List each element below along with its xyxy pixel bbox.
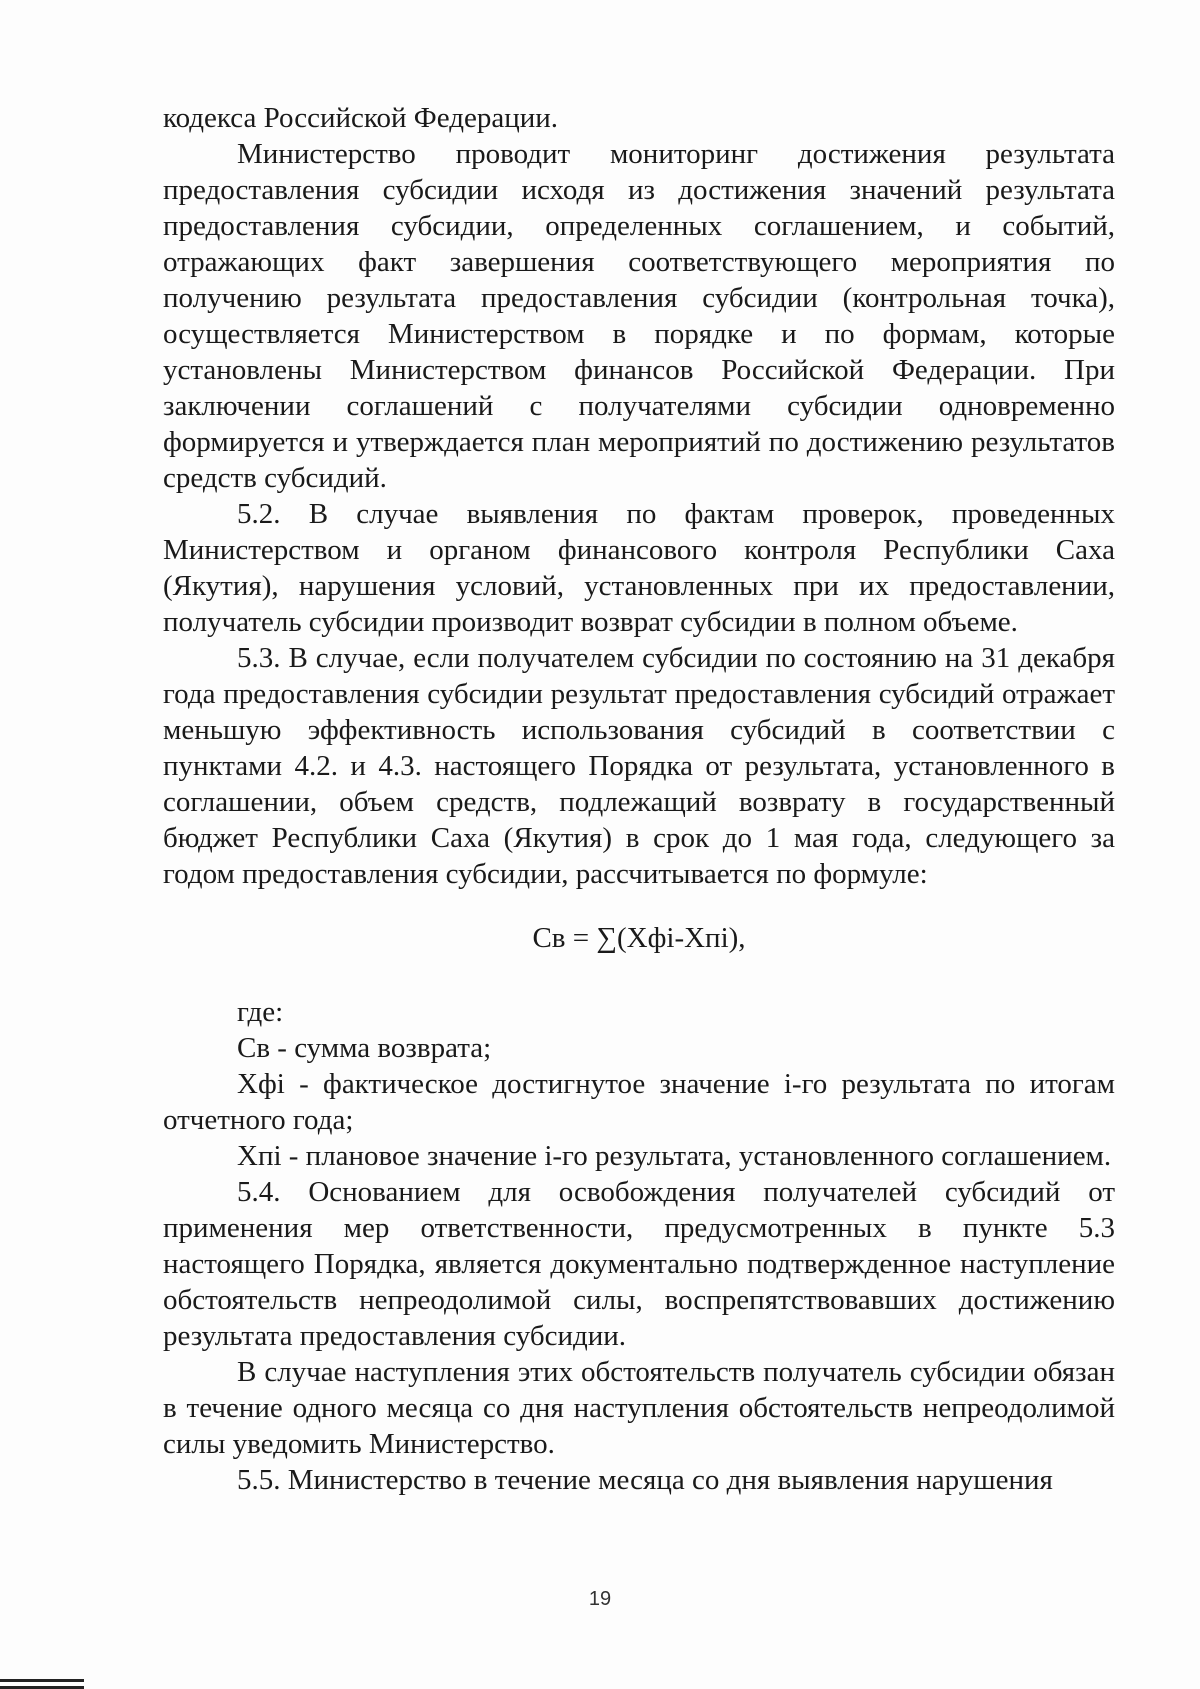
paragraph-5-5: 5.5. Министерство в течение месяца со дня выявления нарушения (237, 1464, 1053, 1496)
body-text-upper (163, 100, 1115, 1498)
paragraph-5-2: 5.2. В случае выявления по фактам проверок, проведенных Министерством и органом финансового контроля Республики Саха (Якутия), нарушения условий, установленных при их предоставлении, получатель субсидии производит возврат субсидии в полном объеме. (163, 498, 1115, 638)
paragraph-monitoring: Министерство проводит мониторинг достижения результата предоставления субсидии исходя из достижения значений результата предоставления субсидии, определенных соглашением, и событий, отражающих факт завершения соответствующего мероприятия по получению результата предоставления субсидии (контрольная точка), осуществляется Министерством в порядке и по формам, которые установлены Министерством финансов Российской Федерации. При заключении соглашений с получателями субсидии одновременно формируется и утверждается план мероприятий по достижению результатов средств субсидий. (163, 138, 1115, 494)
definition-xfi: Хфi - фактическое достигнутое значение i-го результата по итогам отчетного года; (163, 1068, 1115, 1136)
page-number: 19 (588, 1588, 612, 1610)
paragraph-force-majeure: В случае наступления этих обстоятельств получатель субсидии обязан в течение одного месяца со дня наступления обстоятельств непреодолимой силы уведомить Министерство. (163, 1356, 1115, 1460)
paragraph-5-4: 5.4. Основанием для освобождения получателей субсидий от применения мер ответственности, предусмотренных в пункте 5.3 настоящего Порядка, является документально подтвержденное наступление обстоятельств непреодолимой силы, воспрепятствовавших достижению результата предоставления субсидии. (163, 1176, 1115, 1352)
paragraph-code-end: кодекса Российской Федерации. (163, 102, 558, 134)
definition-sv: Св - сумма возврата; (237, 1032, 492, 1064)
paragraph-where: где: (237, 996, 284, 1028)
definition-xpi: Хпi - плановое значение i-го результата, установленного соглашением. (237, 1140, 1112, 1172)
formula: Св = ∑(Хфi-Хпi), (532, 922, 746, 954)
scan-edge-mark (0, 1679, 84, 1689)
paragraph-5-3: 5.3. В случае, если получателем субсидии по состоянию на 31 декабря года предоставления субсидии результат предоставления субсидий отражает меньшую эффективность использования субсидий в соответствии с пунктами 4.2. и 4.3. настоящего Порядка от результата, установленного в соглашении, объем средств, подлежащий возврату в государственный бюджет Республики Саха (Якутия) в срок до 1 мая года, следующего за годом предоставления субсидии, рассчитывается по формуле: (163, 642, 1115, 890)
